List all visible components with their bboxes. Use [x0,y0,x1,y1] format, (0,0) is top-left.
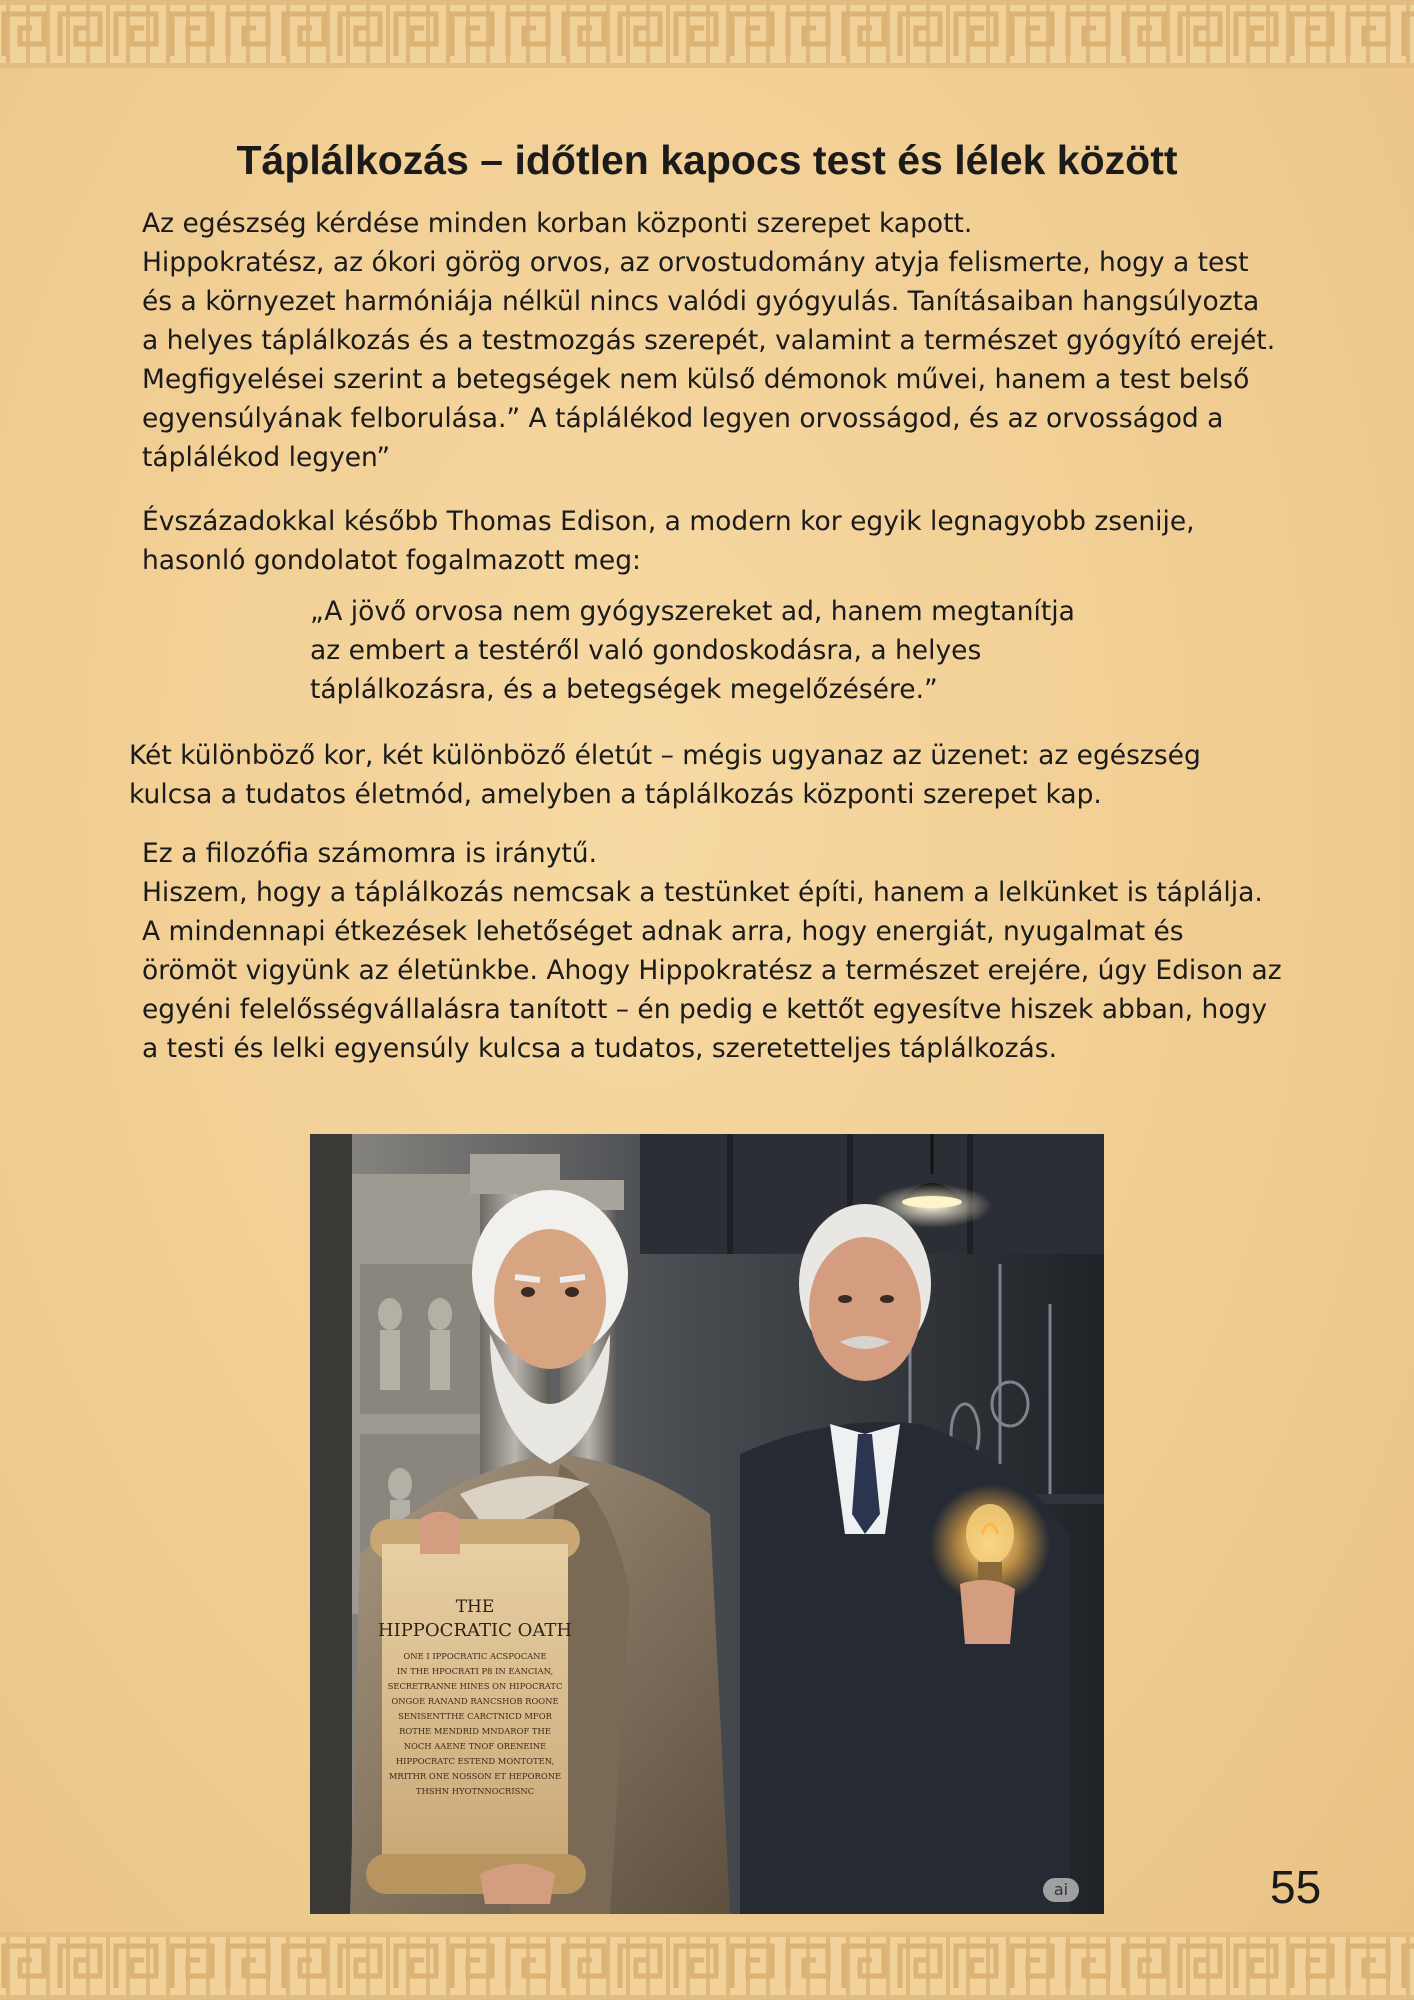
scroll-heading-oath: HIPPOCRATIC OATH [377,1620,573,1641]
scroll-text-line: HIPPOCRATC ESTEND MONTOTEN, [395,1756,555,1766]
page-number: 55 [1270,1861,1322,1913]
scroll-text-line: ONE I IPPOCRATIC ACSPOCANE [403,1651,547,1661]
paragraph-hippocrates: Az egészség kérdése minden korban központi szerepet kapott. Hippokratész, az ókori görög orvos, az orvostudomány atyja felismerte, hogy a test és a környezet harmóniája nélkül nincs valódi gyógyulás. Tanításaiban hangsúlyozta a helyes táplálkozás és a testmozgás szerepét, valamint a természet gyógyító erejét. Megfigyelései szerint a betegségek nem külső démonok művei, hanem a test belső egyensúlyának felborulása.” A táplálékod legyen orvosságod, és az orvosságod a táplálékod legyen” [142,208,1276,473]
hippocratic-oath-scroll [366,1512,586,1905]
greek-key-pattern [0,0,1414,68]
scroll-text-line: SENISENTTHE CARCTNICD MFOR [398,1711,552,1721]
edison-quote: „A jövő orvosa nem gyógyszereket ad, hanem megtanítja az embert a testéről való gondoskodásra, a helyes táplálkozásra, és a betegségek megelőzésére.” [310,596,1075,705]
bottom-greek-key-border [0,1932,1414,2000]
scroll-text-line: THSHN HYOTNNOCRISNC [415,1786,535,1796]
scroll-text-line: SECRETRANNE HINES ON HIPOCRATC [387,1681,563,1691]
scroll-text-line: IN THE HPOCRATI P8 IN EANCIAN, [396,1666,554,1676]
scroll-heading-the: THE [455,1597,495,1617]
hippocrates-edison-illustration [310,1134,1104,1914]
scroll-text-line: MRITHR ONE NOSSON ET HEPORONE [388,1771,562,1781]
scroll-text-line: NOCH AAENE TNOF ORENEINE [403,1741,547,1751]
ai-generated-badge: ai [1043,1878,1079,1902]
page-title: Táplálkozás – időtlen kapocs test és lélek között [236,137,1178,183]
greek-key-pattern [0,1932,1414,2000]
top-greek-key-border [0,0,1414,68]
paragraph-common-message: Két különböző kor, két különböző életút – mégis ugyanaz az üzenet: az egészség kulcsa a tudatos életmód, amelyben a táplálkozás központi szerepet kap. [129,740,1201,810]
scroll-text-line: ONGOE RANAND RANCSHOB ROONE [391,1696,559,1706]
illustration-artwork [310,1134,1104,1914]
paragraph-edison-intro: Évszázadokkal később Thomas Edison, a modern kor egyik legnagyobb zsenije, hasonló gondolatot fogalmazott meg: [142,506,1195,576]
paragraph-personal-philosophy: Ez a filozófia számomra is iránytű. Hiszem, hogy a táplálkozás nemcsak a testünket építi, hanem a lelkünket is táplálja. A mindennapi étkezések lehetőséget adnak arra, hogy energiát, nyugalmat és örömöt vigyünk az életünkbe. Ahogy Hippokratész a természet erejére, úgy Edison az egyéni felelősségvállalásra tanított – én pedig e kettőt egyesítve hiszek abban, hogy a testi és lelki egyensúly kulcsa a tudatos, szeretetteljes táplálkozás. [142,838,1282,1064]
scroll-text-line: ROTHE MENDRID MNDAROF THE [399,1726,551,1736]
